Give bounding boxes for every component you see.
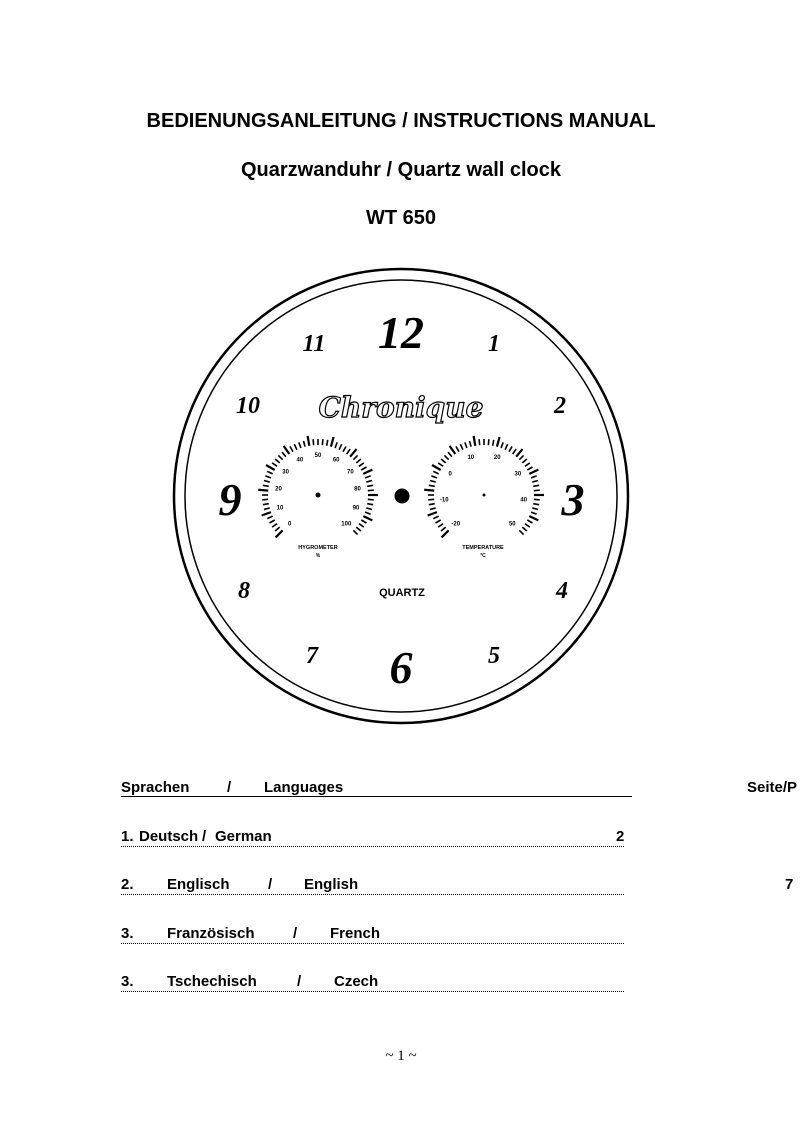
thermometer-tick	[527, 520, 532, 523]
numeral-12: 12	[378, 307, 424, 358]
thermometer-unit: °C	[480, 553, 486, 559]
hygrometer-tick	[361, 520, 366, 523]
toc-item-french-en: French	[330, 925, 381, 942]
hygrometer-scale-label: 70	[347, 469, 354, 476]
numeral-6: 6	[389, 642, 413, 693]
hygrometer-tick	[359, 463, 364, 466]
thermometer-tick	[438, 524, 443, 527]
thermometer-tick	[450, 446, 456, 454]
thermometer-tick	[448, 452, 452, 457]
hygrometer-scale-label: 50	[314, 453, 322, 459]
clock-face-illustration	[170, 265, 632, 727]
hygrometer-tick	[275, 527, 280, 531]
hygrometer-pivot	[316, 493, 321, 498]
toc-item-czech[interactable]	[121, 973, 624, 992]
thermometer-tick	[428, 512, 437, 515]
thermometer-tick	[474, 436, 476, 446]
hygrometer-tick	[327, 440, 328, 446]
thermometer-tick	[460, 444, 463, 449]
hygrometer-unit: %	[315, 553, 321, 559]
thermometer-tick	[509, 447, 512, 452]
thermometer-tick	[431, 476, 437, 478]
hygrometer-tick	[361, 467, 366, 470]
numeral-10: 10	[236, 393, 260, 419]
toc-item-french[interactable]	[121, 925, 624, 944]
thermometer-tick	[505, 444, 508, 449]
hygrometer-tick	[276, 530, 283, 537]
thermometer-scale-label: 50	[508, 521, 516, 528]
numeral-3: 3	[561, 474, 585, 525]
hygrometer-tick	[367, 485, 373, 486]
numeral-4: 4	[556, 578, 568, 604]
hygrometer-dial	[258, 436, 378, 559]
thermometer-tick	[533, 504, 539, 505]
hygrometer-tick	[353, 530, 357, 534]
hygrometer-tick	[368, 499, 374, 500]
model-number: WT 650	[365, 207, 437, 229]
thermometer-tick	[441, 459, 446, 463]
thermometer-scale-labels	[440, 455, 528, 527]
toc-page-german: 2	[616, 828, 625, 845]
hygrometer-tick	[262, 512, 271, 515]
hygrometer-tick	[339, 444, 342, 449]
hygrometer-tick	[264, 481, 270, 483]
toc-page-english: 7	[785, 876, 794, 893]
toc-header-sprachen: Sprachen	[121, 779, 190, 796]
thermometer-scale-label: 20	[493, 455, 501, 462]
toc-item-german-de: Deutsch	[139, 828, 199, 845]
numeral-8: 8	[238, 578, 250, 604]
thermometer-tick	[533, 485, 539, 486]
hygrometer-tick	[363, 470, 372, 474]
thermometer-tick	[444, 455, 448, 459]
hygrometer-scale-label: 100	[341, 521, 352, 528]
thermometer-tick	[456, 447, 459, 452]
thermometer-tick	[529, 470, 538, 474]
hygrometer-scale-label: 80	[354, 486, 361, 493]
hygrometer-tick	[335, 442, 337, 448]
toc-item-separator: /	[293, 925, 298, 942]
hygrometer-tick	[263, 504, 269, 505]
thermometer-tick	[534, 490, 540, 491]
thermometer-tick	[532, 481, 538, 483]
toc-item-number: 3.	[121, 973, 134, 990]
thermometer-tick	[428, 499, 434, 500]
toc-item-czech-en: Czech	[334, 973, 379, 990]
hygrometer-scale-labels	[275, 453, 361, 527]
thermometer-tick	[516, 449, 522, 457]
thermometer-tick	[432, 465, 441, 470]
hygrometer-tick	[304, 441, 306, 447]
hygrometer-tick	[275, 459, 280, 463]
thermometer-scale-label: 10	[467, 455, 475, 462]
hygrometer-tick	[294, 444, 297, 449]
hygrometer-scale-label: 30	[282, 469, 289, 476]
hygrometer-tick	[278, 455, 282, 459]
thermometer-tick	[429, 504, 435, 505]
hygrometer-tick	[368, 490, 374, 491]
toc-item-separator: /	[268, 876, 273, 893]
hygrometer-tick	[366, 508, 372, 510]
hygrometer-tick	[263, 485, 269, 486]
toc-item-french-de: Französisch	[167, 925, 255, 942]
thermometer-tick	[532, 508, 538, 510]
toc-item-number: 2.	[121, 876, 134, 893]
thermometer-pivot	[483, 494, 486, 497]
hygrometer-tick	[272, 463, 277, 466]
hygrometer-scale-label: 40	[296, 457, 304, 464]
hygrometer-tick	[331, 437, 334, 447]
thermometer-tick	[430, 481, 436, 483]
thermometer-scale-ticks	[424, 436, 544, 538]
thermometer-tick	[501, 442, 503, 448]
thermometer-tick	[525, 524, 530, 527]
thermometer-tick	[522, 527, 527, 531]
thermometer-tick	[442, 530, 449, 537]
hygrometer-tick	[350, 449, 356, 457]
toc-item-german[interactable]	[121, 828, 624, 847]
hygrometer-tick	[347, 449, 350, 454]
toc-item-english-en: English	[304, 876, 359, 893]
hygrometer-tick	[264, 508, 270, 510]
thermometer-tick	[424, 490, 434, 491]
thermometer-tick	[519, 455, 523, 459]
hygrometer-scale-label: 90	[352, 505, 360, 512]
hygrometer-tick	[365, 476, 371, 478]
manual-subtitle: Quarzwanduhr / Quartz wall clock	[240, 159, 562, 181]
hygrometer-tick	[284, 446, 290, 454]
thermometer-tick	[527, 467, 532, 470]
hygrometer-tick	[282, 452, 286, 457]
hygrometer-tick	[262, 499, 268, 500]
thermometer-tick	[430, 508, 436, 510]
hygrometer-tick	[265, 476, 271, 478]
thermometer-tick	[534, 499, 540, 500]
thermometer-tick	[465, 442, 467, 448]
quartz-label: QUARTZ	[379, 587, 425, 599]
thermometer-scale-label: -10	[439, 497, 449, 504]
thermometer-scale-label: 30	[514, 471, 522, 478]
numeral-2: 2	[554, 393, 566, 419]
toc-item-english[interactable]	[121, 876, 624, 895]
hygrometer-label: HYGROMETER	[298, 545, 338, 551]
hygrometer-tick	[366, 481, 372, 483]
hygrometer-scale-label: 0	[288, 521, 292, 528]
thermometer-tick	[429, 485, 435, 486]
brand-logo: Chronique	[318, 391, 484, 424]
thermometer-tick	[470, 441, 472, 447]
toc-item-number: 3.	[121, 925, 134, 942]
thermometer-tick	[519, 530, 523, 534]
thermometer-scale-label: 0	[448, 471, 452, 478]
hygrometer-tick	[272, 524, 277, 527]
toc-item-number: 1.	[121, 828, 134, 845]
thermometer-tick	[513, 449, 516, 454]
hygrometer-tick	[290, 447, 293, 452]
hygrometer-tick	[267, 516, 272, 519]
hygrometer-scale-label: 20	[275, 486, 282, 493]
thermometer-tick	[488, 439, 489, 445]
thermometer-tick	[525, 463, 530, 466]
page-number: ~ 1 ~	[385, 1048, 417, 1064]
toc-header-separator: /	[227, 779, 232, 796]
hygrometer-tick	[353, 455, 357, 459]
hygrometer-scale-label: 10	[276, 505, 284, 512]
thermometer-tick	[433, 516, 438, 519]
hygrometer-tick	[267, 471, 272, 474]
hygrometer-tick	[356, 527, 361, 531]
thermometer-tick	[497, 437, 500, 447]
thermometer-tick	[436, 520, 441, 523]
numeral-5: 5	[488, 643, 500, 669]
thermometer-tick	[441, 527, 446, 531]
toc-item-english-de: Englisch	[167, 876, 230, 893]
hygrometer-tick	[363, 516, 372, 520]
thermometer-scale-label: 40	[520, 497, 528, 504]
thermometer-tick	[531, 512, 537, 514]
hygrometer-tick	[356, 459, 361, 463]
toc-item-german-en: German	[215, 828, 272, 845]
thermometer-tick	[438, 463, 443, 466]
thermometer-scale-label: -20	[451, 521, 461, 528]
hygrometer-tick	[299, 442, 301, 448]
hygrometer-tick	[322, 439, 323, 445]
toc-header	[121, 779, 632, 797]
toc-page-column-header: Seite/P	[747, 779, 798, 796]
thermometer-tick	[522, 459, 527, 463]
numeral-1: 1	[488, 331, 500, 357]
manual-title: BEDIENUNGSANLEITUNG / INSTRUCTIONS MANUAL	[146, 110, 656, 132]
toc-item-czech-de: Tschechisch	[167, 973, 257, 990]
hygrometer-tick	[367, 504, 373, 505]
hygrometer-tick	[359, 524, 364, 527]
hygrometer-tick	[270, 520, 275, 523]
hygrometer-tick	[258, 490, 268, 491]
numeral-7: 7	[306, 643, 318, 669]
hygrometer-tick	[266, 465, 275, 470]
hygrometer-tick	[308, 436, 310, 446]
thermometer-tick	[531, 476, 537, 478]
hygrometer-tick	[343, 447, 346, 452]
thermometer-tick	[493, 440, 494, 446]
toc-item-separator: /	[297, 973, 302, 990]
hygrometer-tick	[365, 512, 371, 514]
hygrometer-scale-label: 60	[332, 457, 340, 464]
thermometer-tick	[479, 439, 480, 445]
numeral-9: 9	[218, 474, 242, 525]
toc-header-languages: Languages	[264, 779, 344, 796]
thermometer-label: TEMPERATURE	[462, 545, 504, 551]
toc-item-separator: /	[202, 828, 207, 845]
thermometer-tick	[433, 471, 438, 474]
numeral-11: 11	[302, 331, 326, 357]
clock-hand-pivot	[395, 489, 410, 504]
thermometer-dial	[424, 436, 544, 559]
hygrometer-tick	[313, 439, 314, 445]
thermometer-tick	[529, 516, 538, 520]
